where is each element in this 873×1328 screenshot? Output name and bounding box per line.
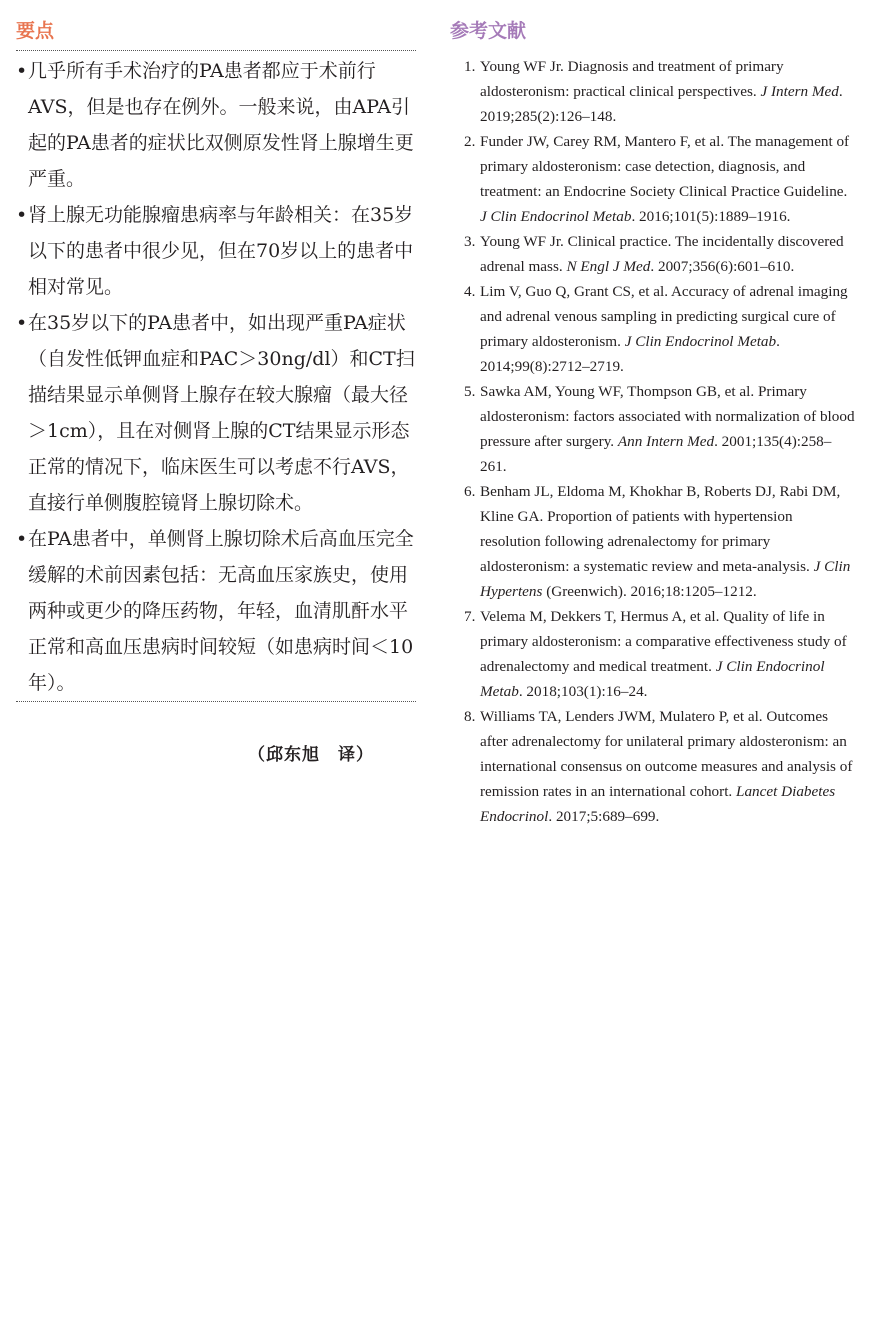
reference-citation: . 2007;356(6):601–610. [650, 258, 795, 275]
reference-citation: . 2017;5:689–699. [548, 808, 660, 825]
reference-authors-title: Sawka AM, Young WF, Thompson GB, et al. Primary aldosteronism: factors associated with normalization of blood pressure after surgery. [480, 383, 855, 450]
key-point [16, 197, 416, 305]
reference-authors-title: Velema M, Dekkers T, Hermus A, et al. Quality of life in primary aldosteronism: a comparative effectiveness study of adrenalectomy and medical treatment. [480, 608, 847, 675]
key-points-section [16, 18, 416, 765]
bullet-icon: • [16, 312, 28, 334]
reference-number: 2. [464, 133, 476, 150]
reference-number: 7. [464, 608, 476, 625]
reference-journal: N Engl J Med [566, 258, 651, 275]
reference-item [450, 604, 855, 704]
reference-journal: J Clin Endocrinol Metab [480, 658, 825, 700]
references-heading: 参考文献 [450, 20, 527, 42]
key-point [16, 521, 416, 701]
reference-authors-title: Young WF Jr. Clinical practice. The incidentally discovered adrenal mass. [480, 233, 844, 275]
reference-item [450, 379, 855, 479]
bullet-icon: • [16, 60, 28, 82]
reference-authors-title: Young WF Jr. Diagnosis and treatment of primary aldosteronism: practical clinical perspectives. [480, 58, 784, 100]
key-points-heading: 要点 [16, 20, 55, 42]
reference-item [450, 54, 855, 129]
key-points-list [16, 51, 416, 701]
reference-citation: . 2014;99(8):2712–2719. [480, 333, 780, 375]
bullet-icon: • [16, 528, 28, 550]
reference-item [450, 129, 855, 229]
key-point-text: 几乎所有手术治疗的PA患者都应于术前行AVS，但是也存在例外。一般来说，由APA引起的PA患者的症状比双侧原发性肾上腺增生更严重。 [28, 60, 414, 190]
translator-credit: （邱东旭 译） [248, 745, 374, 765]
reference-number: 6. [464, 483, 476, 500]
reference-journal: J Clin Endocrinol Metab [624, 333, 777, 350]
reference-journal: Lancet Diabetes Endocrinol [480, 783, 836, 825]
reference-citation: (Greenwich). 2016;18:1205–1212. [542, 583, 757, 600]
reference-number: 5. [464, 383, 476, 400]
reference-journal: J Clin Endocrinol Metab [480, 208, 632, 225]
reference-citation: . 2019;285(2):126–148. [480, 83, 843, 125]
references-section [450, 18, 855, 829]
reference-citation: . 2018;103(1):16–24. [518, 683, 648, 700]
reference-item [450, 279, 855, 379]
reference-item [450, 704, 855, 829]
reference-number: 8. [464, 708, 476, 725]
key-point-text: 在35岁以下的PA患者中，如出现严重PA症状（自发性低钾血症和PAC＞30ng/dl）和CT扫描结果显示单侧肾上腺存在较大腺瘤（最大径＞1cm），且在对侧肾上腺的CT结果显示形态正常的情况下，临床医生可以考虑不行AVS，直接行单侧腹腔镜肾上腺切除术。 [28, 312, 415, 514]
key-point [16, 53, 416, 197]
reference-number: 4. [464, 283, 476, 300]
key-point-text: 肾上腺无功能腺瘤患病率与年龄相关：在35岁以下的患者中很少见，但在70岁以上的患者中相对常见。 [28, 204, 414, 298]
reference-number: 3. [464, 233, 476, 250]
reference-citation: . 2001;135(4):258–261. [480, 433, 832, 475]
reference-item [450, 229, 855, 279]
bullet-icon: • [16, 204, 28, 226]
reference-citation: . 2016;101(5):1889–1916. [631, 208, 791, 225]
key-point [16, 305, 416, 521]
reference-journal: Ann Intern Med [617, 433, 715, 450]
reference-item [450, 479, 855, 604]
reference-journal: J Intern Med [760, 83, 839, 100]
reference-authors-title: Lim V, Guo Q, Grant CS, et al. Accuracy of adrenal imaging and adrenal venous sampling in predicting surgical cure of primary aldosteronism. [480, 283, 848, 350]
reference-authors-title: Williams TA, Lenders JWM, Mulatero P, et al. Outcomes after adrenalectomy for unilateral primary aldosteronism: an international consensus on outcome measures and analysis of remission rates in an international cohort. [480, 708, 853, 800]
reference-authors-title: Funder JW, Carey RM, Mantero F, et al. The management of primary aldosteronism: case detection, diagnosis, and treatment: an Endocrine Society Clinical Practice Guideline. [480, 133, 850, 200]
bottom-divider [16, 701, 416, 702]
reference-journal: J Clin Hypertens [480, 558, 851, 600]
references-list [450, 54, 855, 829]
reference-authors-title: Benham JL, Eldoma M, Khokhar B, Roberts DJ, Rabi DM, Kline GA. Proportion of patients with hypertension resolution following adrenalectomy for primary aldosteronism: a systematic review and meta-analysis. [480, 483, 841, 575]
key-point-text: 在PA患者中，单侧肾上腺切除术后高血压完全缓解的术前因素包括：无高血压家族史，使用两种或更少的降压药物，年轻，血清肌酐水平正常和高血压患病时间较短（如患病时间＜10年）。 [28, 528, 414, 694]
reference-number: 1. [464, 58, 476, 75]
